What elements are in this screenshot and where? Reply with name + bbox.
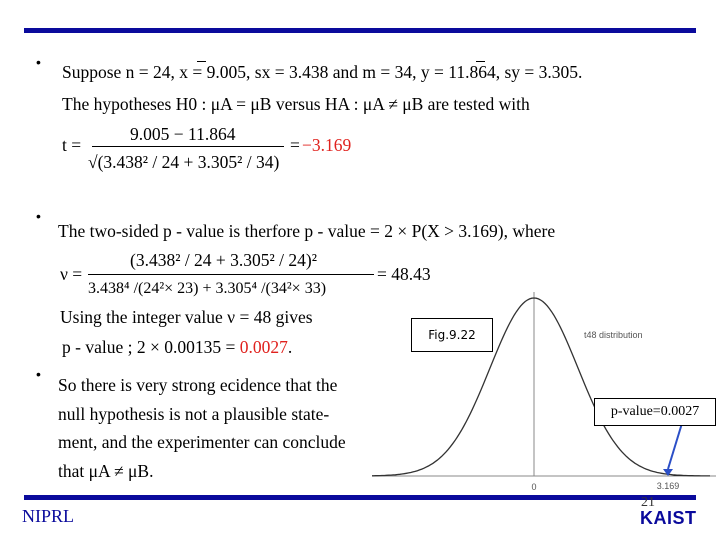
kaist-logo: KAIST xyxy=(640,508,697,528)
bullet-1: • xyxy=(36,54,41,70)
df-result: = 48.43 xyxy=(377,264,431,284)
df-numerator: (3.438² / 24 + 3.305² / 24)² xyxy=(130,250,317,270)
legend-label: t48 distribution xyxy=(584,330,643,340)
hypotheses-line: The hypotheses H0 : μA = μB versus HA : μA ≠ μB are tested with xyxy=(62,94,530,114)
df-denominator: 3.438⁴ /(24²× 23) + 3.305⁴ /(34²× 33) xyxy=(88,280,327,297)
conclusion-line-1: So there is very strong ecidence that the xyxy=(58,375,338,395)
tick-3169-label: 3.169 xyxy=(656,481,680,491)
bullet-2: • xyxy=(36,208,41,224)
xbar-overline xyxy=(197,61,206,62)
t-denominator: √(3.438² / 24 + 3.305² / 34) xyxy=(88,152,280,172)
tick-zero-label: 0 xyxy=(531,482,537,492)
integer-value-line: Using the integer value ν = 48 gives xyxy=(60,307,313,327)
given-values-line: Suppose n = 24, x = 9.005, sx = 3.438 and m = 34, y = 11.864, sy = 3.305. xyxy=(62,62,583,82)
two-sided-pvalue-line: The two-sided p - value is therfore p - value = 2 × P(X > 3.169), where xyxy=(58,221,556,241)
conclusion-line-3: ment, and the experimenter can conclude xyxy=(58,432,346,452)
ybar-overline xyxy=(476,61,485,62)
t-result: −3.169 xyxy=(302,135,352,155)
conclusion-line-2: null hypothesis is not a plausible state- xyxy=(58,404,330,424)
bullet-3: • xyxy=(36,366,41,382)
top-bar xyxy=(24,28,696,33)
figure-label: Fig.9.22 xyxy=(428,328,476,342)
pvalue-annotation: p-value=0.0027 xyxy=(610,404,700,419)
conclusion-line-4: that μA ≠ μB. xyxy=(58,461,154,481)
pvalue-calculation-line: p - value ; 2 × 0.00135 = 0.0027. xyxy=(62,337,293,357)
pvalue-result: 0.0027 xyxy=(239,337,288,357)
t-numerator: 9.005 − 11.864 xyxy=(130,124,236,144)
figure-label-box xyxy=(411,318,493,352)
t-lhs: t = xyxy=(62,135,82,155)
t-equals: = xyxy=(290,135,300,155)
arrow-line xyxy=(668,420,683,469)
df-fraction-bar xyxy=(88,274,374,275)
t-fraction-bar xyxy=(92,146,284,147)
footer-niprl: NIPRL xyxy=(22,506,75,526)
df-lhs: ν = xyxy=(60,264,83,284)
page-number: 21 xyxy=(641,495,655,510)
pvalue-annotation-box xyxy=(594,398,716,426)
